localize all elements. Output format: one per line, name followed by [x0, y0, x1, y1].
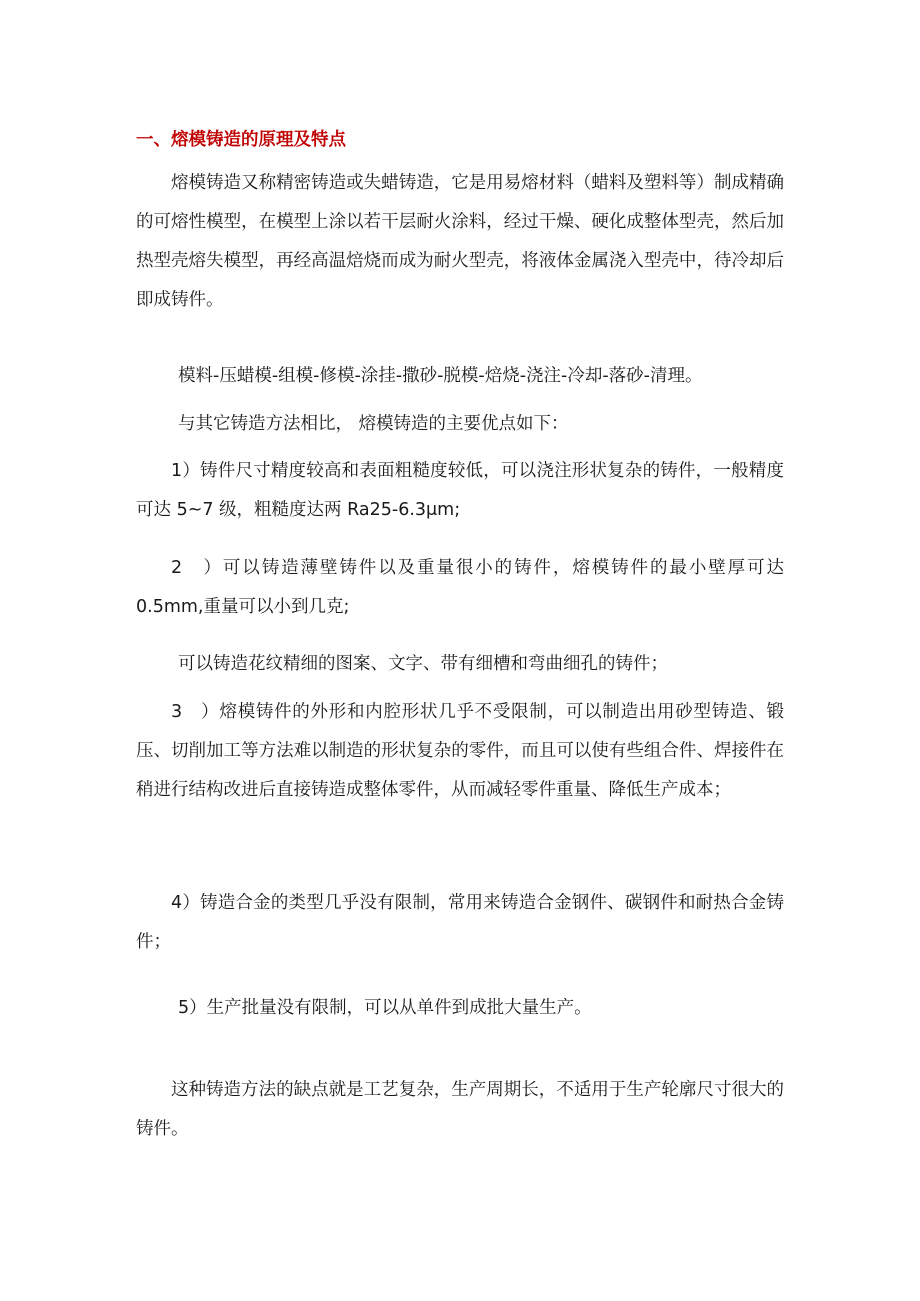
process-flow-line: 模料-压蜡模-组模-修模-涂挂-撒砂-脱模-焙烧-浇注-冷却-落砂-清理。: [178, 366, 703, 386]
advantage-item-2: 2 ）可以铸造薄壁铸件以及重量很小的铸件，熔模铸件的最小壁厚可达0.5mm,重量可以小到几克;: [136, 558, 784, 617]
advantage-item-2-note: 可以铸造花纹精细的图案、文字、带有细槽和弯曲细孔的铸件；: [178, 654, 668, 674]
advantages-intro: 与其它铸造方法相比， 熔模铸造的主要优点如下：: [178, 414, 569, 434]
advantage-item-5: 5）生产批量没有限制，可以从单件到成批大量生产。: [178, 998, 592, 1018]
intro-paragraph: 熔模铸造又称精密铸造或失蜡铸造，它是用易熔材料（蜡料及塑料等）制成精确的可熔性模型，在模型上涂以若干层耐火涂料，经过干燥、硬化成整体型壳，然后加热型壳熔失模型，再经高温焙烧而成为耐火型壳，将液体金属浇入型壳中，待冷却后即成铸件。: [136, 173, 784, 310]
advantage-item-1: 1）铸件尺寸精度较高和表面粗糙度较低，可以浇注形状复杂的铸件，一般精度可达 5~7 级，粗糙度达两 Ra25-6.3μm;: [136, 461, 784, 520]
section-heading: 一、熔模铸造的原理及特点: [136, 130, 346, 150]
drawback-paragraph: 这种铸造方法的缺点就是工艺复杂，生产周期长，不适用于生产轮廓尺寸很大的铸件。: [136, 1080, 784, 1139]
advantage-item-3: 3 ）熔模铸件的外形和内腔形状几乎不受限制，可以制造出用砂型铸造、锻压、切削加工等方法难以制造的形状复杂的零件，而且可以使有些组合件、焊接件在稍进行结构改进后直接铸造成整体零件，从而减轻零件重量、降低生产成本；: [136, 702, 784, 800]
advantage-item-4: 4）铸造合金的类型几乎没有限制，常用来铸造合金钢件、碳钢件和耐热合金铸件；: [136, 893, 784, 952]
